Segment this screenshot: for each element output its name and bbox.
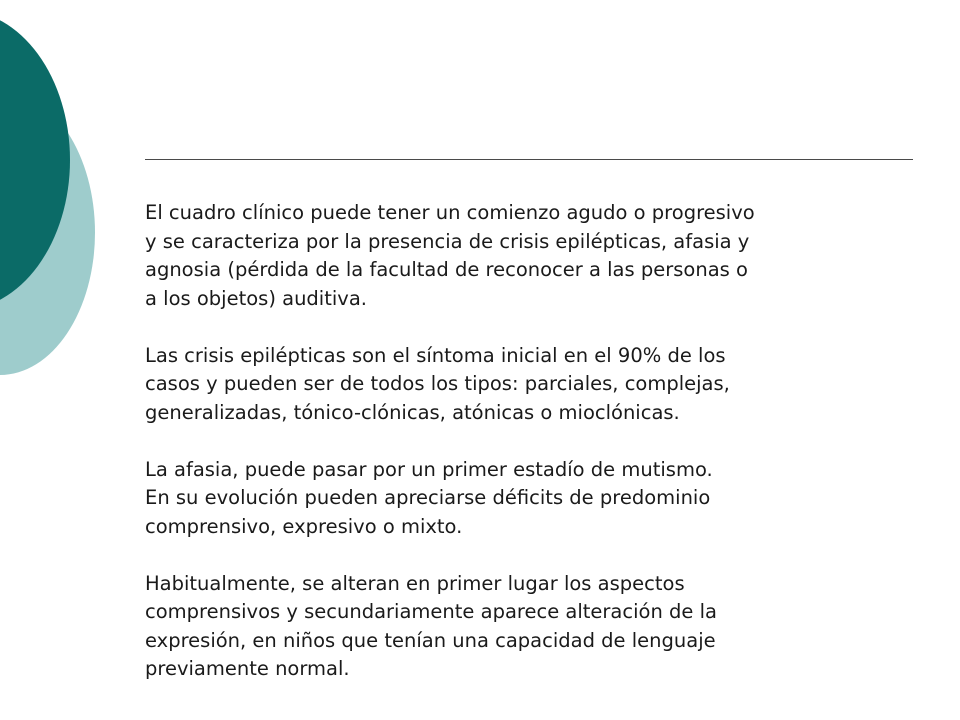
paragraph-aphasia [145,456,905,542]
text-line: generalizadas, tónico-clónicas, atónicas o mioclónicas. [145,400,680,424]
title-divider [145,159,913,160]
text-line: En su evolución pueden apreciarse déficits de predominio [145,486,711,509]
text-line: agnosia (pérdida de la facultad de reconocer a las personas o [145,258,748,281]
text-line: expresión, en niños que tenían una capacidad de lenguaje [145,628,716,652]
paragraph-clinical-onset [145,199,905,313]
slide-body [145,199,905,684]
text-line: El cuadro clínico puede tener un comienzo agudo o progresivo [145,201,755,224]
text-line: y se caracteriza por la presencia de crisis epilépticas, afasia y [145,229,750,253]
paragraph-comprehension-expression [145,570,905,684]
text-line: previamente normal. [145,657,350,680]
text-line: La afasia, puede pasar por un primer estadío de mutismo. [145,457,713,481]
text-line: casos y pueden ser de todos los tipos: parciales, complejas, [145,372,730,395]
text-line: a los objetos) auditiva. [145,286,367,310]
text-line: Las crisis epilépticas son el síntoma inicial en el 90% de los [145,343,726,367]
text-line: comprensivo, expresivo o mixto. [145,514,463,538]
text-line: Habitualmente, se alteran en primer lugar los aspectos [145,571,685,595]
text-line: comprensivos y secundariamente aparece alteración de la [145,600,717,623]
paragraph-epileptic-crises [145,342,905,428]
